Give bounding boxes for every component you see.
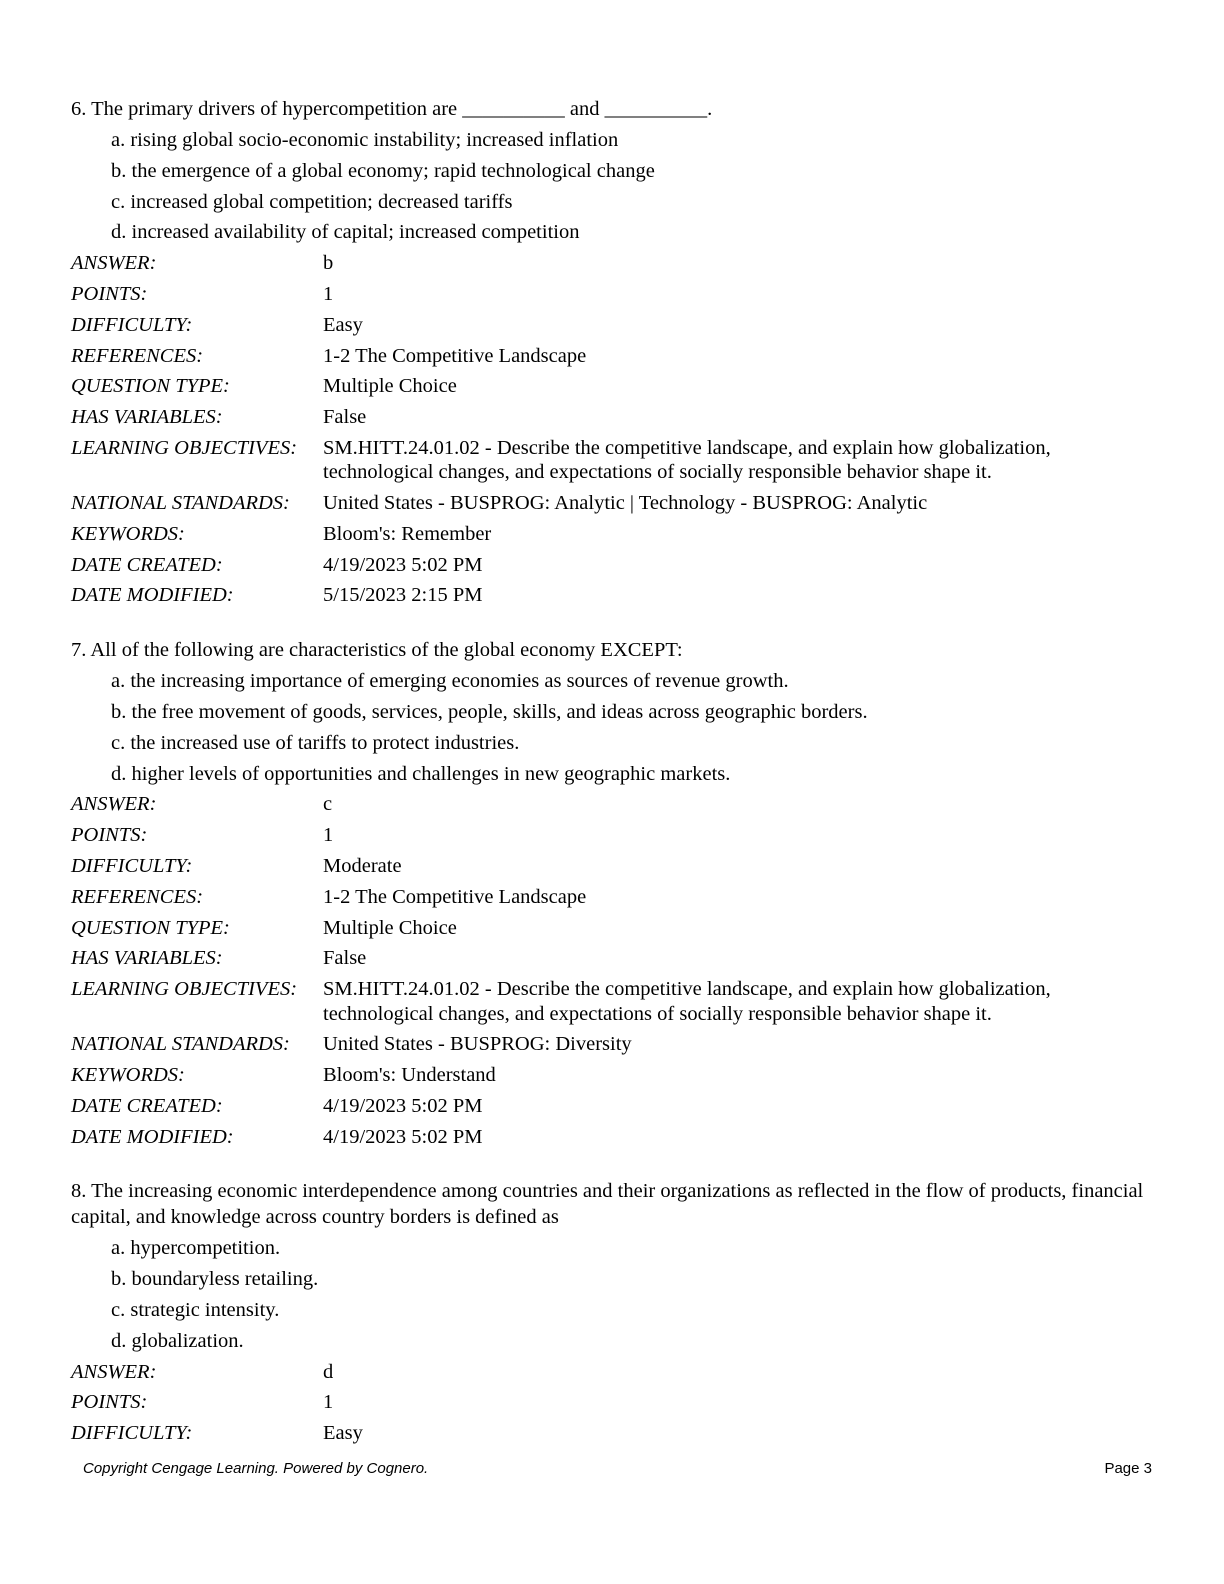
- meta-value: Easy: [323, 1422, 363, 1445]
- meta-has-variables: [71, 402, 1161, 433]
- meta-question-type: [71, 913, 1161, 944]
- meta-value: Multiple Choice: [323, 375, 457, 398]
- meta-value: 1-2 The Competitive Landscape: [323, 885, 587, 908]
- meta-label: DIFFICULTY:: [71, 1422, 193, 1445]
- meta-value: 1-2 The Competitive Landscape: [323, 344, 587, 367]
- answer-option-d: d. higher levels of opportunities and challenges in new geographic markets.: [111, 762, 731, 785]
- answer-option-a: a. hypercompetition.: [111, 1237, 281, 1260]
- meta-difficulty: [71, 1418, 1161, 1449]
- answer-option-d: d. globalization.: [111, 1329, 244, 1352]
- meta-label: DIFFICULTY:: [71, 313, 193, 336]
- meta-label: DATE CREATED:: [71, 1094, 223, 1117]
- meta-label: DIFFICULTY:: [71, 854, 193, 877]
- meta-value: United States - BUSPROG: Analytic | Technology - BUSPROG: Analytic: [323, 491, 928, 514]
- meta-has-variables: [71, 943, 1161, 974]
- answer-option-c: c. the increased use of tariffs to protect industries.: [111, 731, 520, 754]
- meta-value: c: [323, 793, 333, 816]
- answer-option-b: b. the emergence of a global economy; rapid technological change: [111, 159, 655, 182]
- meta-date-modified: [71, 580, 1161, 611]
- meta-label: POINTS:: [71, 282, 148, 305]
- meta-value: Bloom's: Understand: [323, 1063, 496, 1086]
- meta-date-created: [71, 550, 1161, 581]
- meta-label: QUESTION TYPE:: [71, 916, 230, 939]
- meta-answer: [71, 248, 1161, 279]
- meta-value: False: [323, 406, 367, 429]
- meta-learning-objectives: [71, 433, 1161, 488]
- meta-value: Multiple Choice: [323, 916, 457, 939]
- meta-value: d: [323, 1360, 334, 1383]
- meta-label: NATIONAL STANDARDS:: [71, 1033, 290, 1056]
- question-7: [71, 637, 1161, 1152]
- meta-keywords: [71, 519, 1161, 550]
- meta-label: POINTS:: [71, 824, 148, 847]
- question-stem: 6. The primary drivers of hypercompetition are __________ and __________.: [71, 98, 713, 120]
- meta-value: 4/19/2023 5:02 PM: [323, 1094, 483, 1117]
- meta-answer: [71, 1357, 1161, 1388]
- meta-label: REFERENCES:: [71, 344, 204, 367]
- meta-label: NATIONAL STANDARDS:: [71, 491, 290, 514]
- question-8: [71, 1178, 1161, 1449]
- meta-keywords: [71, 1060, 1161, 1091]
- meta-date-modified: [71, 1122, 1161, 1153]
- meta-points: [71, 820, 1161, 851]
- meta-label: QUESTION TYPE:: [71, 375, 230, 398]
- meta-label: POINTS:: [71, 1391, 148, 1414]
- meta-label: ANSWER:: [71, 1360, 157, 1383]
- meta-references: [71, 341, 1161, 372]
- meta-label: KEYWORDS:: [71, 522, 185, 545]
- meta-value: 1: [323, 282, 334, 305]
- meta-label: LEARNING OBJECTIVES:: [71, 978, 298, 1001]
- copyright-text: Copyright Cengage Learning. Powered by Cognero.: [83, 1460, 429, 1477]
- meta-label: DATE MODIFIED:: [71, 584, 234, 607]
- meta-answer: [71, 789, 1161, 820]
- answer-option-a: a. the increasing importance of emerging economies as sources of revenue growth.: [111, 670, 789, 693]
- answer-option-a: a. rising global socio-economic instability; increased inflation: [111, 129, 619, 151]
- question-list: [71, 96, 1161, 1475]
- meta-label: LEARNING OBJECTIVES:: [71, 436, 298, 459]
- meta-references: [71, 882, 1161, 913]
- meta-value: SM.HITT.24.01.02 - Describe the competitive landscape, and explain how globalization, technological changes, and expectations of socially responsible behavior shape it.: [323, 436, 1051, 484]
- question-6: [71, 96, 1161, 611]
- page-number: Page 3: [1104, 1460, 1152, 1477]
- meta-date-created: [71, 1091, 1161, 1122]
- meta-label: ANSWER:: [71, 793, 157, 816]
- meta-label: HAS VARIABLES:: [71, 947, 223, 970]
- meta-points: [71, 1387, 1161, 1418]
- meta-question-type: [71, 371, 1161, 402]
- meta-difficulty: [71, 851, 1161, 882]
- meta-label: DATE MODIFIED:: [71, 1125, 234, 1148]
- answer-option-c: c. increased global competition; decreased tariffs: [111, 190, 513, 213]
- question-stem: 7. All of the following are characteristics of the global economy EXCEPT:: [71, 639, 683, 662]
- meta-value: Bloom's: Remember: [323, 522, 492, 545]
- meta-value: 1: [323, 1391, 334, 1414]
- answer-option-d: d. increased availability of capital; increased competition: [111, 221, 580, 244]
- answer-option-b: b. the free movement of goods, services, people, skills, and ideas across geographic borders.: [111, 700, 868, 723]
- meta-value: SM.HITT.24.01.02 - Describe the competitive landscape, and explain how globalization, technological changes, and expectations of socially responsible behavior shape it.: [323, 978, 1051, 1025]
- meta-label: DATE CREATED:: [71, 553, 223, 576]
- meta-value: 5/15/2023 2:15 PM: [323, 584, 483, 607]
- meta-value: Easy: [323, 313, 363, 336]
- meta-label: HAS VARIABLES:: [71, 406, 223, 429]
- meta-national-standards: [71, 1029, 1161, 1060]
- meta-learning-objectives: [71, 974, 1161, 1029]
- meta-value: b: [323, 252, 334, 275]
- meta-label: KEYWORDS:: [71, 1063, 185, 1086]
- answer-option-b: b. boundaryless retailing.: [111, 1268, 319, 1291]
- meta-value: 1: [323, 824, 334, 847]
- meta-label: ANSWER:: [71, 252, 157, 275]
- meta-value: 4/19/2023 5:02 PM: [323, 553, 483, 576]
- answer-option-c: c. strategic intensity.: [111, 1298, 280, 1321]
- meta-value: Moderate: [323, 854, 402, 877]
- meta-national-standards: [71, 488, 1161, 519]
- question-stem: 8. The increasing economic interdependence among countries and their organizations as reflected in the flow of products, financial capital, and knowledge across country borders is defined as: [71, 1180, 1144, 1229]
- meta-value: False: [323, 947, 367, 970]
- meta-value: 4/19/2023 5:02 PM: [323, 1125, 483, 1148]
- meta-value: United States - BUSPROG: Diversity: [323, 1033, 632, 1056]
- meta-label: REFERENCES:: [71, 885, 204, 908]
- meta-difficulty: [71, 310, 1161, 341]
- meta-points: [71, 279, 1161, 310]
